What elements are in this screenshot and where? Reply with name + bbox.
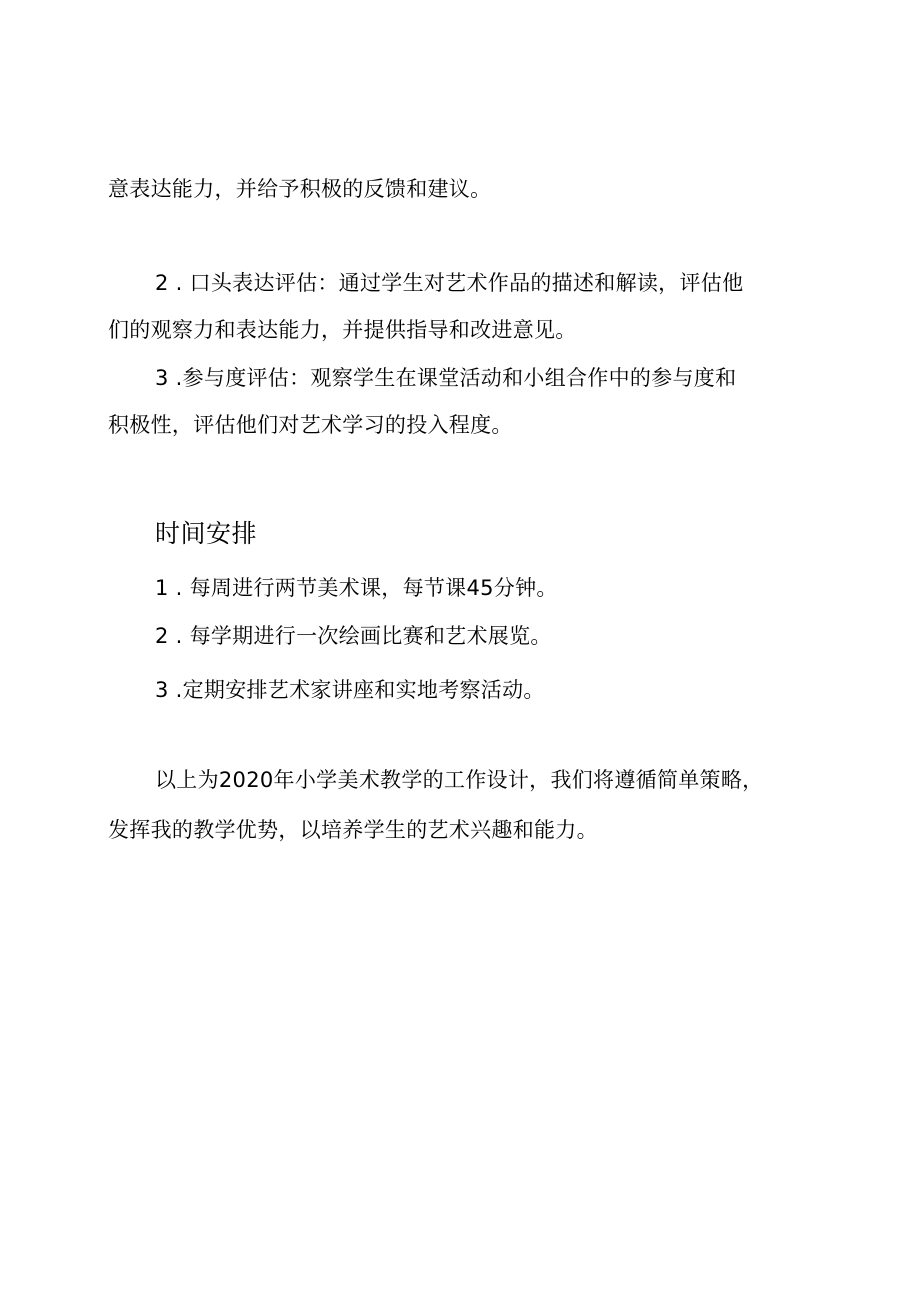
schedule-item-2: 2 . 每学期进行一次绘画比赛和艺术展览。 <box>155 624 552 648</box>
schedule-item-1: 1 . 每周进行两节美术课，每节课45分钟。 <box>155 576 558 600</box>
schedule-heading: 时间安排 <box>155 519 258 548</box>
participation-evaluation-line-2: 积极性，评估他们对艺术学习的投入程度。 <box>108 413 513 437</box>
schedule-item-3: 3 .定期安排艺术家讲座和实地考察活动。 <box>155 678 545 702</box>
conclusion-line-1: 以上为2020年小学美术教学的工作设计，我们将遵循简单策略， <box>155 768 764 792</box>
oral-evaluation-line-1: 2 . 口头表达评估：通过学生对艺术作品的描述和解读，评估他 <box>155 271 744 295</box>
evaluation-continuation-line: 意表达能力，并给予积极的反馈和建议。 <box>108 177 492 201</box>
conclusion-line-2: 发挥我的教学优势，以培养学生的艺术兴趣和能力。 <box>108 818 598 842</box>
oral-evaluation-line-2: 们的观察力和表达能力，并提供指导和改进意见。 <box>108 318 577 342</box>
participation-evaluation-line-1: 3 .参与度评估：观察学生在课堂活动和小组合作中的参与度和 <box>155 366 737 390</box>
